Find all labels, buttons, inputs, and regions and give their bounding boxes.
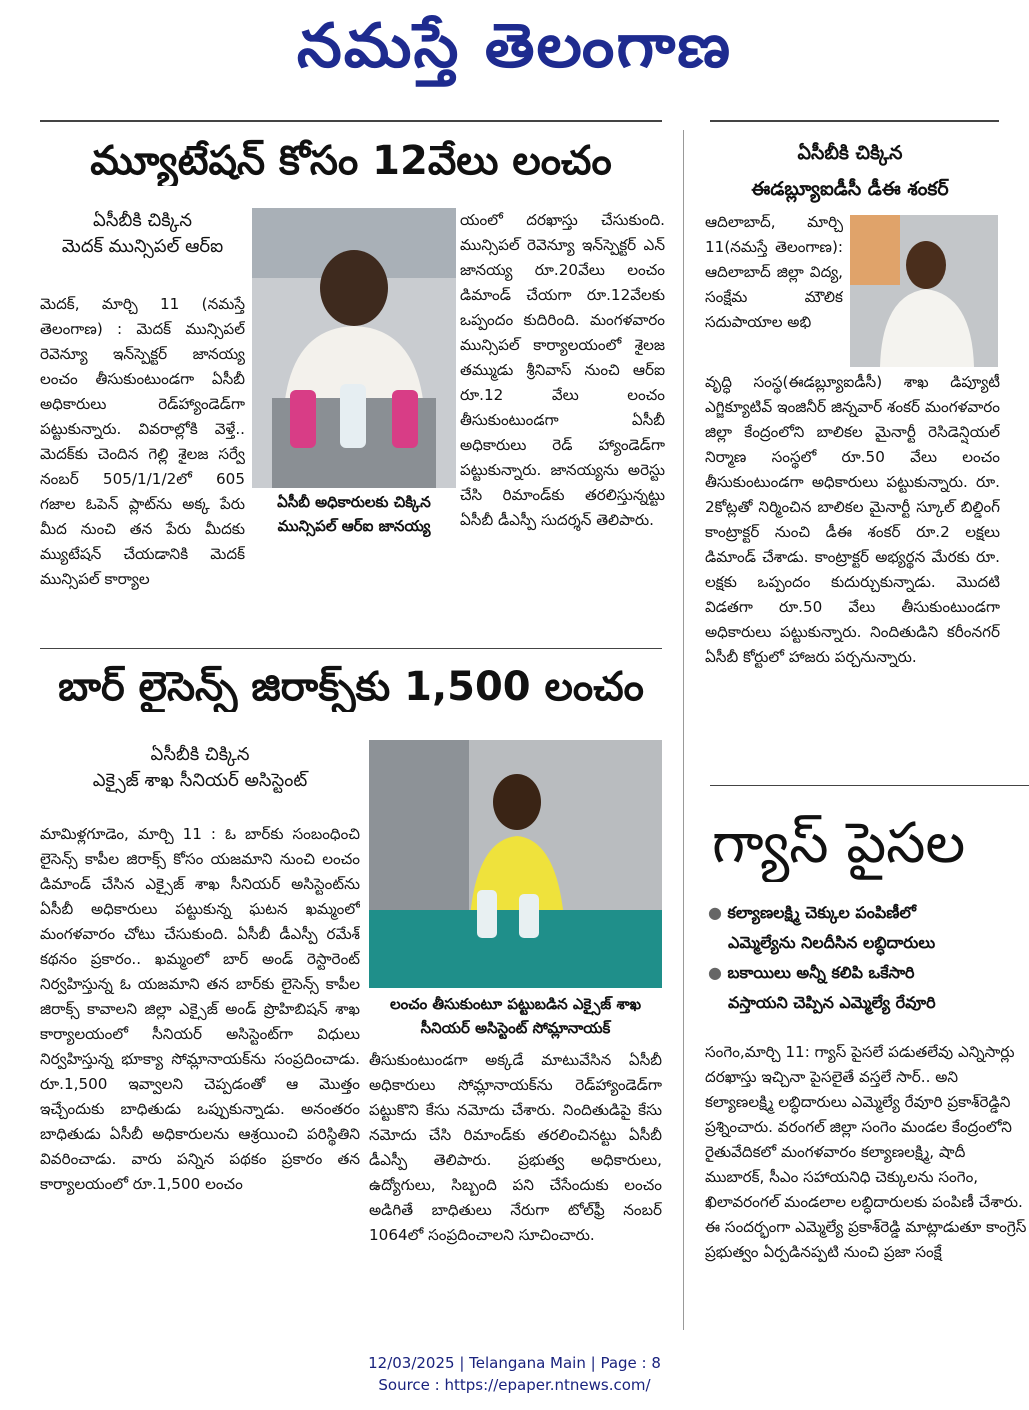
page-footer bbox=[0, 1352, 1029, 1396]
article4-body: సంగెం,మార్చి 11: గ్యాస్ పైసలే పడుతలేవు ఎన్నిసార్లు దరఖాస్తు ఇచ్చినా పైసలైతే వస్తలే సార్.. అని కల్యాణలక్ష్మి లబ్ధిదారులు ఎమ్మెల్యే రేవూరి ప్రకాశ్‌రెడ్డిని ప్రశ్నించారు. వరంగల్ జిల్లా సంగెం మండల కేంద్రంలోని రైతువేదికలో మంగళవారం కల్యాణలక్ష్మి, షాదీ ముబారక్, సీఎం సహాయనిధి చెక్కులను సంగెం, ఖిలావరంగల్ మండలాల లబ్ధిదారులకు పంపిణీ చేశారు. ఈ సందర్భంగా ఎమ్మెల్యే ప్రకాశ్‌రెడ్డి మాట్లాడుతూ కాంగ్రెస్ ప్రభుత్వం ఏర్పడినప్పటి నుంచి ప్రజా సంక్షే bbox=[705, 1043, 1027, 1261]
article3-subheading bbox=[700, 135, 1000, 207]
article2-subheading bbox=[40, 742, 360, 794]
masthead bbox=[0, 0, 1029, 110]
bullet-dot-icon: ● bbox=[708, 963, 728, 982]
officer-photo-illustration bbox=[252, 208, 456, 488]
top-rule-left bbox=[40, 120, 662, 122]
article4-bullet1-cont: ఎమ్మెల్యేను నిలదీసిన లబ్ధిదారులు bbox=[728, 933, 936, 952]
article3-sub2: ఈడబ్ల్యూఐడీసీ డీఈ శంకర్ bbox=[751, 178, 949, 200]
article4-bullet1 bbox=[708, 898, 1028, 928]
newspaper-title: నమస్తే తెలంగాణ bbox=[296, 10, 733, 82]
article3-body: వృద్ధి సంస్థ(ఈడబ్ల్యూఐడీసీ) శాఖ డిప్యూటీ ఎగ్జిక్యూటివ్ ఇంజినీర్ జిన్నవార్ శంకర్ మంగళవారం జిల్లా కేంద్రంలోని బాలికల మైనార్టీ రెసిడెన్షియల్ నిర్మాణ సంస్థలో రూ.50 వేలు లంచం తీసుకుంటుండగా అధికారులు పట్టుకున్నారు. రూ. 2కోట్లతో నిర్మించిన బాలికల మైనార్టీ స్కూల్ బిల్డింగ్ కాంట్రాక్టర్ నుంచి డీఈ శంకర్ రూ.2 లక్షలు డిమాండ్ చేశాడు. కాంట్రాక్టర్ అభ్యర్థన మేరకు రూ. లక్షకు ఒప్పందం కుదుర్చుకున్నాడు. మొదటి విడతగా రూ.50 వేలు తీసుకుంటుండగా అధికారులు పట్టుకున్నారు. నిందితుడిని కరీంనగర్ ఏసీబీ కోర్టులో హాజరు పర్చనున్నారు. bbox=[705, 373, 1000, 666]
article1-sub1: ఏసీబీకి చిక్కిన bbox=[93, 210, 192, 231]
mid-rule-right bbox=[710, 785, 1029, 786]
officer-photo-illustration bbox=[850, 215, 998, 367]
bullet-dot-icon: ● bbox=[708, 903, 728, 922]
top-rule-right bbox=[710, 120, 999, 122]
officer-photo-illustration bbox=[369, 740, 662, 988]
article4-bullet2-line1: బకాయిలు అన్నీ కలిపి ఒకేసారి bbox=[727, 963, 915, 982]
article2-sub2: ఎక్సైజ్ శాఖ సీనియర్ అసిస్టెంట్ bbox=[92, 770, 308, 791]
article1-caption: ఏసీబీ అధికారులకు చిక్కిన మున్సిపల్ ఆర్ఐ జానయ్య bbox=[277, 493, 431, 535]
footer-date-page: 12/03/2025 | Telangana Main | Page : 8 bbox=[368, 1354, 661, 1372]
article4-bullet2-cont: వస్తాయని చెప్పిన ఎమ్మెల్యే రేవూరి bbox=[728, 993, 936, 1012]
article4-bullet1-line1: కల్యాణలక్ష్మి చెక్కుల పంపిణీలో bbox=[727, 903, 916, 922]
article4-bullets bbox=[708, 898, 1028, 1018]
article4-headline: గ్యాస్ పైసల bbox=[712, 811, 966, 876]
mid-rule-left bbox=[40, 648, 662, 649]
article2-sub1: ఏసీబీకి చిక్కిన bbox=[150, 744, 250, 765]
article1-col2: యంలో దరఖాస్తు చేసుకుంది. మున్సిపల్ రెవెన్యూ ఇన్‌స్పెక్టర్ ఎన్ జానయ్య రూ.20వేలు లంచం డిమాండ్ చేయగా రూ.12వేలకు ఒప్పందం కుదిరింది. మంగళవారం మున్సిపల్ కార్యాలయంలో శైలజ తమ్ముడు శ్రీనివాస్ నుంచి ఆర్ఐ రూ.12 వేలు లంచం తీసుకుంటుండగా ఏసీబీ అధికారులు రెడ్ హ్యాండెడ్‌గా పట్టుకున్నారు. జానయ్యను అరెస్టు చేసి రిమాండ్‌కు తరలిస్తున్నట్టు ఏసీబీ డీఎస్పీ సుదర్శన్ తెలిపారు. bbox=[460, 211, 665, 529]
article2-col2: తీసుకుంటుండగా అక్కడే మాటువేసిన ఏసీబీ అధికారులు సోమ్లానాయక్‌ను రెడ్‌హ్యాండెడ్‌గా పట్టుకొని కేసు నమోదు చేశారు. నిందితుడిపై కేసు నమోదు చేసి రిమాండ్‌కు తరలించినట్టు ఏసీబీ డీఎస్పీ తెలిపారు. ప్రభుత్వ అధికారులు, ఉద్యోగులు, సిబ్బంది పని చేసేందుకు లంచం అడిగితే బాధితులు నేరుగా టోల్‌ఫ్రీ నంబర్ 1064లో సంప్రదించాలని సూచించారు. bbox=[369, 1051, 662, 1244]
article3-sub1: ఏసీబీకి చిక్కిన bbox=[797, 142, 903, 164]
article2-caption: లంచం తీసుకుంటూ పట్టుబడిన ఎక్సైజ్ శాఖ సీనియర్ అసిస్టెంట్ సోమ్లానాయక్ bbox=[389, 995, 642, 1037]
article3-intro: ఆదిలాబాద్, మార్చి 11(నమస్తే తెలంగాణ): ఆదిలాబాద్ జిల్లా విద్య, సంక్షేమ మౌలిక సదుపాయాల అభి bbox=[705, 213, 843, 331]
article1-col1: మెదక్, మార్చి 11 (నమస్తే తెలంగాణ) : మెదక్ మున్సిపల్ రెవెన్యూ ఇన్‌స్పెక్టర్ జానయ్య లంచం తీసుకుంటుండగా ఏసీబీ అధికారులు రెడ్‌హ్యాండెడ్‌గా పట్టుకున్నారు. వివరాల్లోకి వెళ్తే.. మెదక్‌కు చెందిన గెల్లి శైలజ సర్వే నంబర్ 505/1/1/2లో 605 గజాల ఓపెన్ ప్లాట్‌ను అక్క పేరు మీద నుంచి తన పేరు మీదకు మ్యుటేషన్ చేయడానికి మెదక్ మున్సిపల్ కార్యాల bbox=[40, 295, 245, 588]
footer-source: Source : https://epaper.ntnews.com/ bbox=[378, 1376, 651, 1394]
article1-subheading bbox=[40, 208, 245, 260]
article1-sub2: మెదక్ మున్సిపల్ ఆర్ఐ bbox=[61, 236, 224, 257]
article3-photo bbox=[850, 215, 998, 367]
article2-col1: మామిళ్లగూడెం, మార్చి 11 : ఓ బార్‌కు సంబంధించి లైసెన్స్ కాపీల జిరాక్స్ కోసం యజమాని నుంచి లంచం డిమాండ్ చేసిన ఎక్సైజ్ శాఖ సీనియర్ అసిస్టెంట్‌ను ఏసీబీ అధికారులు పట్టుకున్న ఘటన ఖమ్మంలో మంగళవారం చోటు చేసుకుంది. ఏసీబీ డీఎస్పీ రమేశ్ కథనం ప్రకారం.. ఖమ్మంలో బార్ అండ్ రెస్టారెంట్ నిర్వహిస్తున్న ఓ యజమాని తన బార్‌కు లైసెన్స్ కాపీల జిరాక్స్ కావాలని జిల్లా ఎక్సైజ్ అండ్ ప్రొహిబిషన్ శాఖ కార్యాలయంలో సీనియర్ అసిస్టెంట్‌గా విధులు నిర్వహిస్తున్న భూక్యా సోమ్లానాయక్‌ను సంప్రదించాడు. రూ.1,500 ఇవ్వాలని చెప్పడంతో ఆ మొత్తం ఇచ్చేందుకు బాధితుడు ఒప్పుకున్నాడు. అనంతరం బాధితుడు ఏసీబీ అధికారులను ఆశ్రయించి పరిస్థితిని వివరించాడు. వారు పన్నిన పథకం ప్రకారం తన కార్యాలయంలో రూ.1,500 లంచం bbox=[40, 825, 360, 1193]
article1-photo bbox=[252, 208, 456, 488]
article2-headline: బార్ లైసెన్స్ జిరాక్స్‌కు 1,500 లంచం bbox=[58, 664, 644, 710]
article4-bullet2 bbox=[708, 958, 1028, 988]
article1-headline: మ్యూటేషన్ కోసం 12వేలు లంచం bbox=[90, 138, 612, 184]
article2-photo bbox=[369, 740, 662, 988]
column-divider bbox=[683, 130, 684, 1330]
